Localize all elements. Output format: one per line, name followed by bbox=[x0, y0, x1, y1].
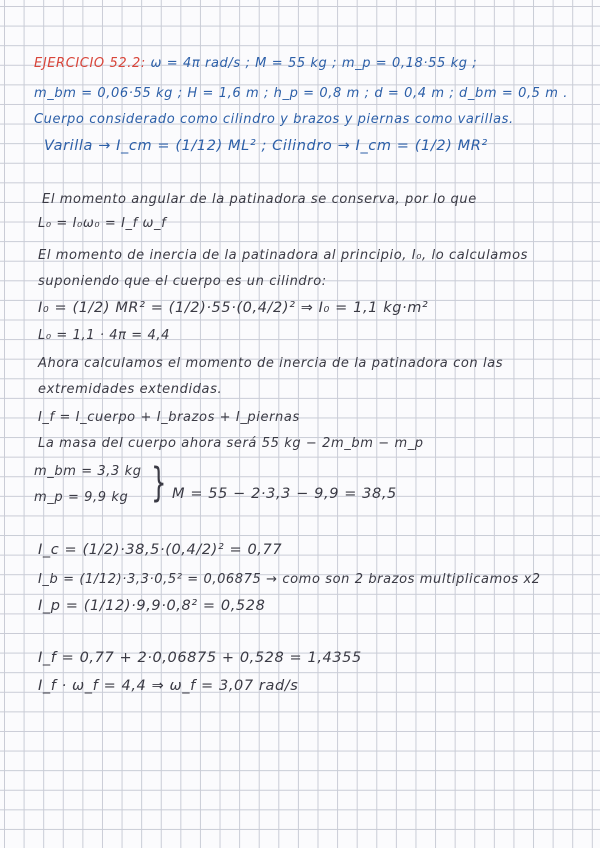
brace-icon: } bbox=[151, 460, 167, 506]
mass-legs: m_p = 9,9 kg bbox=[34, 490, 129, 505]
equation-conservation: L₀ = I₀ω₀ = I_f ω_f bbox=[38, 216, 167, 231]
mass-arms: m_bm = 3,3 kg bbox=[34, 464, 142, 479]
equation-Ip: I_p = (1/12)·9,9·0,8² = 0,528 bbox=[38, 598, 266, 614]
equation-Ib: I_b = (1/12)·3,3·0,5² = 0,06875 → como son 2 brazos multiplicamos x2 bbox=[38, 572, 541, 587]
exercise-label: EJERCICIO 52.2: bbox=[34, 56, 146, 71]
equation-wf: I_f · ω_f = 4,4 ⇒ ω_f = 3,07 rad/s bbox=[38, 678, 299, 694]
assumption-line: Cuerpo considerado como cilindro y brazos y piernas como varillas. bbox=[34, 112, 514, 127]
text-line-7: Ahora calculamos el momento de inercia de la patinadora con las bbox=[38, 356, 504, 371]
equation-L0: L₀ = 1,1 · 4π = 4,4 bbox=[38, 328, 171, 343]
formulas-line: Varilla → I_cm = (1/12) ML² ; Cilindro → I_cm = (1/2) MR² bbox=[44, 138, 488, 154]
equation-If-sum: I_f = I_cuerpo + I_brazos + I_piernas bbox=[38, 410, 300, 425]
given-data-2: m_bm = 0,06·55 kg ; H = 1,6 m ; h_p = 0,8 m ; d = 0,4 m ; d_bm = 0,5 m . bbox=[34, 86, 569, 101]
given-data-1: ω = 4π rad/s ; M = 55 kg ; m_p = 0,18·55 kg ; bbox=[150, 56, 478, 71]
text-line-10: La masa del cuerpo ahora será 55 kg − 2m_bm − m_p bbox=[38, 436, 424, 451]
text-line-8: extremidades extendidas. bbox=[38, 382, 223, 397]
equation-If-total: I_f = 0,77 + 2·0,06875 + 0,528 = 1,4355 bbox=[38, 650, 362, 666]
text-line-3: El momento de inercia de la patinadora al principio, I₀, lo calculamos bbox=[38, 248, 529, 263]
text-line-1: El momento angular de la patinadora se conserva, por lo que bbox=[42, 192, 477, 207]
exercise-header-line bbox=[34, 56, 477, 71]
equation-I0: I₀ = (1/2) MR² = (1/2)·55·(0,4/2)² ⇒ I₀ = 1,1 kg·m² bbox=[38, 300, 429, 316]
equation-Ic: I_c = (1/2)·38,5·(0,4/2)² = 0,77 bbox=[38, 542, 283, 558]
text-line-4: suponiendo que el cuerpo es un cilindro: bbox=[38, 274, 327, 289]
mass-body: M = 55 − 2·3,3 − 9,9 = 38,5 bbox=[172, 486, 397, 502]
